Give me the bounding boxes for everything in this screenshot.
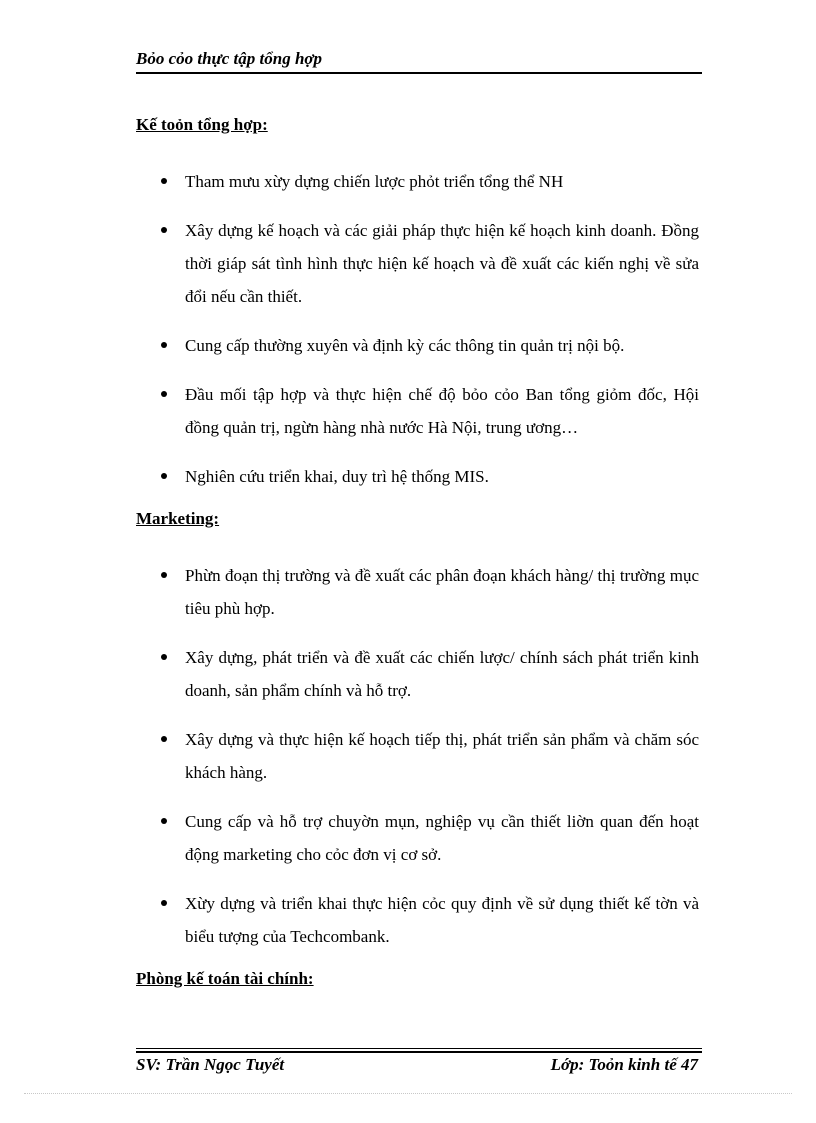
list-item-text: Tham mưu xừy dựng chiến lược phỏt triển tổng thể NH [185, 172, 564, 191]
bullet-icon [161, 900, 167, 906]
list-item-text: Cung cấp thường xuyên và định kỳ các thông tin quản trị nội bộ. [185, 336, 625, 355]
list-item [136, 460, 699, 493]
list-item-text: Cung cấp và hỗ trợ chuyờn mụn, nghiệp vụ cần thiết liờn quan đến hoạt động marketing cho cỏc đơn vị cơ sở. [185, 812, 699, 864]
bullet-icon [161, 473, 167, 479]
footer-divider [136, 1048, 702, 1049]
list-item-text: Xừy dựng và triển khai thực hiện cỏc quy định về sử dụng thiết kế tờn và biểu tượng của Techcombank. [185, 894, 699, 946]
list-item-text: Đầu mối tập hợp và thực hiện chế độ bỏo cỏo Ban tổng giỏm đốc, Hội đồng quản trị, ngừn hàng nhà nước Hà Nội, trung ương… [185, 385, 699, 437]
bullet-icon [161, 178, 167, 184]
bullet-list-ke-toan-tong-hop [136, 165, 699, 493]
list-item-text: Xây dựng kế hoạch và các giải pháp thực hiện kế hoạch kinh doanh. Đồng thời giáp sát tình hình thực hiện kế hoạch và đề xuất các kiến nghị về sửa đổi nếu cần thiết. [185, 221, 699, 306]
bullet-icon [161, 342, 167, 348]
list-item [136, 214, 699, 313]
bullet-icon [161, 572, 167, 578]
section-heading-marketing: Marketing: [136, 509, 220, 528]
list-item-text: Nghiên cứu triển khai, duy trì hệ thống MIS. [185, 467, 489, 486]
header-title: Bỏo cỏo thực tập tổng hợp [136, 49, 323, 68]
bullet-list-marketing [136, 559, 699, 953]
bullet-icon [161, 818, 167, 824]
list-item [136, 559, 699, 625]
list-item [136, 378, 699, 444]
list-item-text: Xây dựng và thực hiện kế hoạch tiếp thị, phát triển sản phẩm và chăm sóc khách hàng. [185, 730, 699, 782]
bullet-icon [161, 654, 167, 660]
bullet-icon [161, 227, 167, 233]
page-content [136, 113, 699, 991]
section-heading-ke-toan-tong-hop: Kế toỏn tổng hợp: [136, 115, 268, 134]
list-item [136, 641, 699, 707]
section-heading-phong-ke-toan-tai-chinh: Phòng kế toán tài chính: [136, 969, 314, 988]
footer-student-name: SV: Trần Ngọc Tuyết [136, 1055, 285, 1074]
list-item [136, 805, 699, 871]
list-item-text: Phừn đoạn thị trường và đề xuất các phân đoạn khách hàng/ thị trường mục tiêu phù hợp. [185, 566, 699, 618]
list-item [136, 165, 699, 198]
page-header [136, 48, 702, 74]
list-item [136, 329, 699, 362]
list-item [136, 887, 699, 953]
page-bottom-border [24, 1093, 792, 1094]
list-item-text: Xây dựng, phát triển và đề xuất các chiến lược/ chính sách phát triển kinh doanh, sản phẩm chính và hỗ trợ. [185, 648, 699, 700]
list-item [136, 723, 699, 789]
footer-class-name: Lớp: Toỏn kinh tế 47 [550, 1055, 698, 1074]
bullet-icon [161, 736, 167, 742]
bullet-icon [161, 391, 167, 397]
page-footer [136, 1048, 702, 1078]
